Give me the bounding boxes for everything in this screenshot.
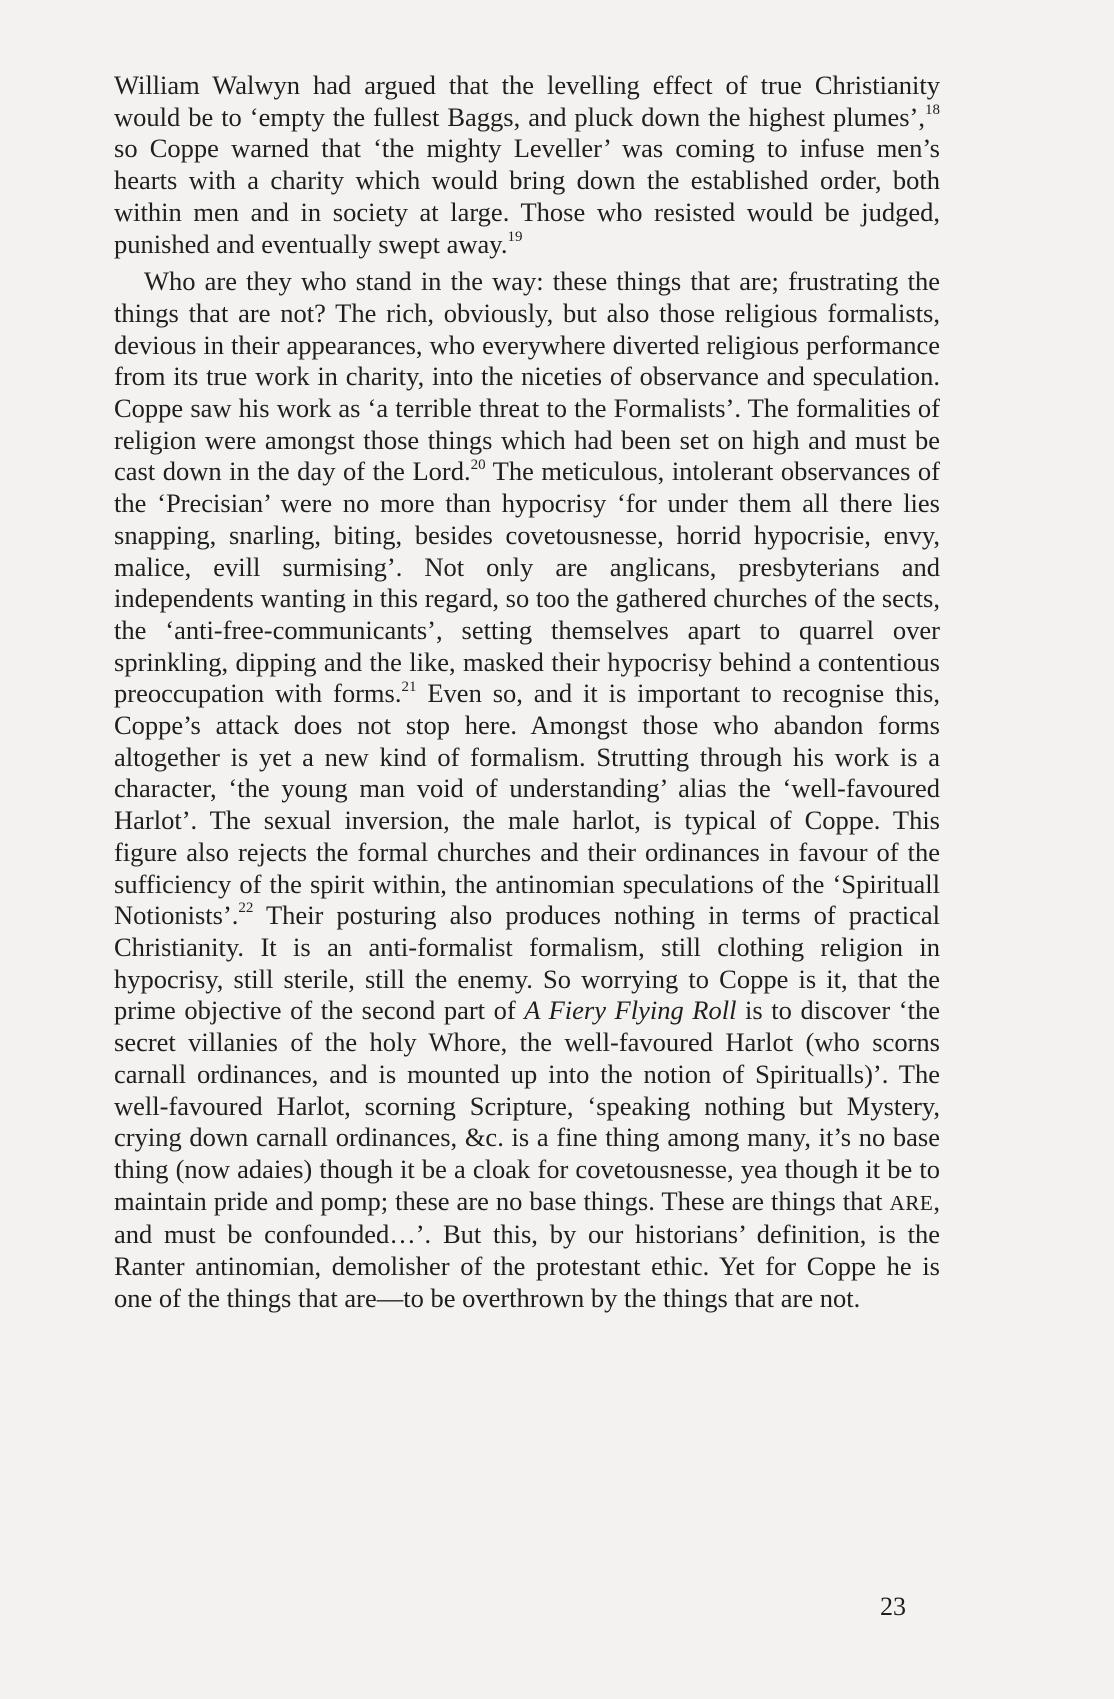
paragraph-2-text-e: is to discover ‘the secret villanies of the holy Whore, the well-favoured Harlot (who scorns carnall ordinances, and is mounted up into the notion of Spiritualls)’. The well-favoured Harlot, scorning Scripture, ‘speaking nothing but Mystery, crying down carnall ordinances, &c. is a fine thing among many, it’s no base thing (now adaies) though it be a cloak for covetousnesse, yea though it be to maintain pride and pomp; these are no base things. These are things that [114, 995, 940, 1216]
paragraph-2-text-d: Their posturing also produces nothing in terms of practical Christianity. It is an anti-formalist formalism, still clothing religion in hypocrisy, still sterile, still the enemy. So worrying to Coppe is it, that the prime objective of the second part of [114, 900, 940, 1026]
paragraph-1 [114, 70, 940, 260]
footnote-ref-20: 20 [470, 456, 486, 473]
paragraph-2 [114, 266, 940, 1314]
footnote-ref-18: 18 [925, 101, 940, 118]
footnote-ref-19: 19 [507, 228, 523, 245]
book-title: A Fiery Flying Roll [524, 995, 737, 1026]
paragraph-2-text-a: Who are they who stand in the way: these things that are; frustrating the things that are not? The rich, obviously, but also those religious formalists, devious in their appearances, who everywhere diverted religious performance from its true work in charity, into the niceties of observance and speculation. Coppe saw his work as ‘a terrible threat to the Formalists’. The formalities of religion were amongst those things which had been set on high and must be cast down in the day of the Lord. [114, 266, 940, 487]
page-body [114, 70, 940, 1314]
footnote-ref-22: 22 [238, 900, 254, 917]
paragraph-2-text-f: , and must be confounded…’. But this, by our historians’ definition, is the Ranter antinomian, demolisher of the protestant ethic. Yet for Coppe he is one of the things that are—to be overthrown by the things that are not. [114, 1185, 940, 1313]
are-emphasis: ARE [889, 1190, 934, 1215]
footnote-ref-21: 21 [401, 678, 417, 695]
paragraph-1-text-b: so Coppe warned that ‘the mighty Leveller’ was coming to infuse men’s hearts with a charity which would bring down the established order, both within men and in society at large. Those who resisted would be judged, punished and eventually swept away. [114, 133, 940, 259]
page-number: 23 [880, 1592, 906, 1621]
paragraph-2-text-c: Even so, and it is important to recognise this, Coppe’s attack does not stop here. Amongst those who abandon forms altogether is yet a new kind of formalism. Strutting through his work is a character, ‘the young man void of understanding’ alias the ‘well-favoured Harlot’. The sexual inversion, the male harlot, is typical of Coppe. This figure also rejects the formal churches and their ordinances in favour of the sufficiency of the spirit within, the antinomian speculations of the ‘Spirituall Notionists’. [114, 678, 940, 931]
paragraph-1-text-a: William Walwyn had argued that the levelling effect of true Christianity would be to ‘empty the fullest Baggs, and pluck down the highest plumes’, [114, 70, 940, 132]
paragraph-2-text-b: The meticulous, intolerant observances of the ‘Precisian’ were no more than hypocrisy ‘for under them all there lies snapping, snarling, biting, besides covetousnesse, horrid hypocrisie, envy, malice, evill surmising’. Not only are anglicans, presbyterians and independents wanting in this regard, so too the gathered churches of the sects, the ‘anti-free-communicants’, setting themselves apart to quarrel over sprinkling, dipping and the like, masked their hypocrisy behind a contentious preoccupation with forms. [114, 456, 940, 709]
